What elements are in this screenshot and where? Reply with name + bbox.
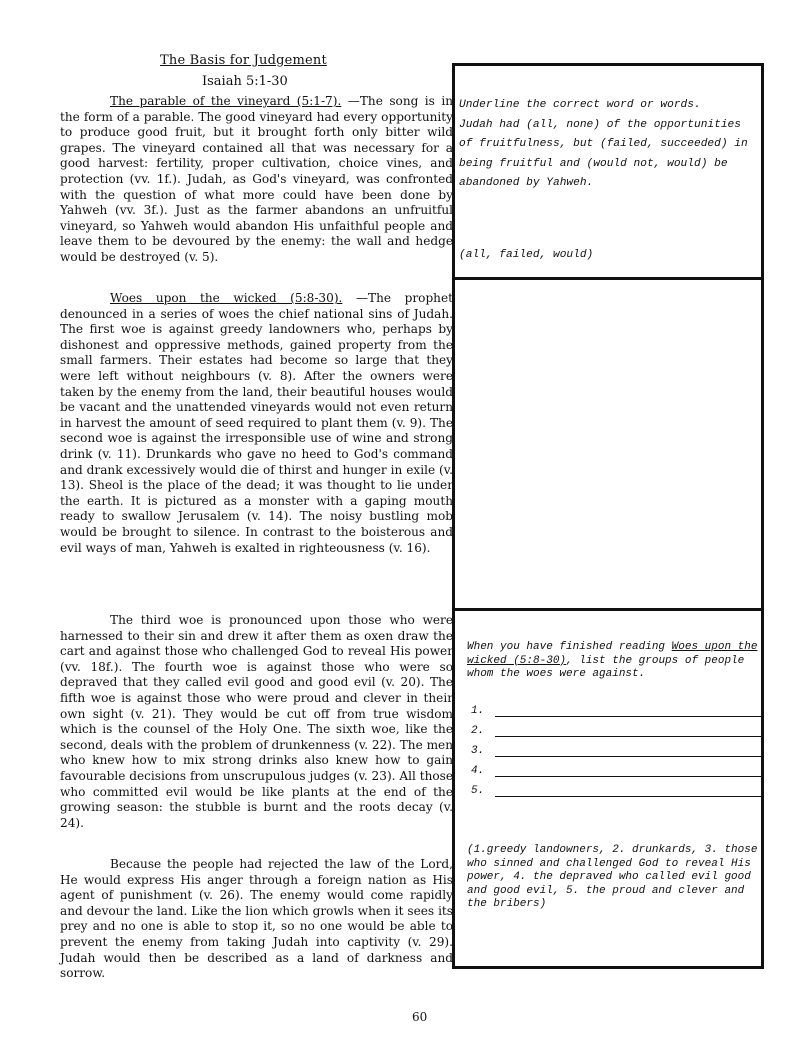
- answer-blank-2[interactable]: [495, 724, 761, 737]
- exercise-instruction: Underline the correct word or words.: [459, 99, 701, 111]
- blank-row: [471, 757, 761, 777]
- blank-row: [471, 777, 761, 797]
- exercise-answer: (1.greedy landowners, 2. drunkards, 3. those who sinned and challenged God to reveal His power, 4. the depraved who called evil good and good evil, 5. the proud and clever and the bribers): [467, 844, 758, 910]
- blank-number: 1.: [471, 705, 485, 717]
- exercise-answer: (all, failed, would): [459, 249, 594, 261]
- instruction-text: , list the groups of people whom the woes were against.: [467, 654, 745, 680]
- blank-row: [471, 697, 761, 717]
- exercise-instruction: [467, 641, 763, 682]
- blank-number: 3.: [471, 745, 485, 757]
- section-punishment: [60, 857, 453, 982]
- section-third-woe: [60, 613, 453, 831]
- blank-number: 2.: [471, 725, 485, 737]
- blank-row: [471, 737, 761, 757]
- section-reference: Woes upon the wicked (5:8-30): [467, 641, 758, 667]
- section-parable: [60, 94, 453, 266]
- section-body: —The prophet denounced in a series of woes the chief national sins of Judah. The first woe is against greedy landowners who, perhaps by dishonest and oppressive methods, gained property from the small farmers. Their estates had become so large that they were left without neighbours (v. 8). After the owners were taken by the enemy from the land, their beautiful houses would be vacant and the unattended vineyards would not even return in harvest the amount of seed required to plant them (v. 9). The second woe is against the irresponsible use of wine and strong drink (v. 11). Drunkards who gave no heed to God's command and drank excessively would die of thirst and hunger in exile (v. 13). Sheol is the place of the dead; it was thought to lie under the earth. It is pictured as a monster with a gaping mouth ready to swallow Jerusalem (v. 14). The noisy bustling mob would be brought to silence. In contrast to the boisterous and evil ways of man, Yahweh is exalted in righteousness (v. 16).: [60, 291, 453, 555]
- section-woes: [60, 291, 453, 556]
- scripture-reference: Isaiah 5:1-30: [202, 74, 288, 89]
- page-number: 60: [412, 1010, 428, 1024]
- blank-row: [471, 717, 761, 737]
- exercise-question: [459, 96, 759, 194]
- exercise-sidebar: [452, 63, 764, 969]
- page-title: The Basis for Judgement: [160, 53, 327, 68]
- exercise-box-underline: [455, 66, 761, 280]
- blank-number: 5.: [471, 785, 485, 797]
- exercise-box-list: [455, 611, 761, 966]
- blank-note-box: [455, 280, 761, 611]
- exercise-question-text: Judah had (all, none) of the opportunities of fruitfulness, but (failed, succeeded) in being fruitful and (would not, would) be abandoned by Yahweh.: [459, 118, 748, 190]
- blank-number: 4.: [471, 765, 485, 777]
- answer-blank-3[interactable]: [495, 744, 761, 757]
- section-heading: The parable of the vineyard (5:1-7).: [110, 94, 342, 108]
- section-heading: Woes upon the wicked (5:8-30).: [110, 291, 343, 305]
- answer-blank-4[interactable]: [495, 764, 761, 777]
- section-body: —The song is in the form of a parable. The good vineyard had every opportunity to produce good fruit, but it brought forth only bitter wild grapes. The vineyard contained all that was necessary for a good harvest: fertility, proper cultivation, choice vines, and protection (vv. 1f.). Judah, as God's vineyard, was confronted with the question of what more could have been done by Yahweh (vv. 3f.). Just as the farmer abandons an unfruitful vineyard, so Yahweh would abandon His unfaithful people and leave them to be devoured by the enemy: the wall and hedge would be destroyed (v. 5).: [60, 94, 453, 264]
- instruction-text: When you have finished reading: [467, 641, 672, 653]
- answer-blanks: [471, 697, 761, 797]
- section-body: The third woe is pronounced upon those who were harnessed to their sin and drew it after them as oxen draw the cart and against those who challenged God to reveal His power (vv. 18f.). The fourth woe is against those who were so depraved that they called evil good and good evil (v. 20). The fifth woe is against those who were proud and clever in their own sight (v. 21). They would be cut off from true wisdom which is the counsel of the Holy One. The sixth woe, like the second, deals with the problem of drunkenness (v. 22). The men who knew how to mix strong drinks also knew how to gain favourable decisions from unscrupulous judges (v. 23). All those who committed evil would be like plants at the end of the growing season: the stubble is burnt and the roots decay (v. 24).: [60, 613, 453, 830]
- answer-blank-5[interactable]: [495, 784, 761, 797]
- answer-blank-1[interactable]: [495, 704, 761, 717]
- section-body: Because the people had rejected the law of the Lord, He would express His anger through a foreign nation as His agent of punishment (v. 26). The enemy would come rapidly and devour the land. Like the lion which growls when it sees its prey and no one is able to stop it, so no one would be able to prevent the enemy from taking Judah into captivity (v. 29). Judah would then be described as a land of darkness and sorrow.: [60, 857, 453, 981]
